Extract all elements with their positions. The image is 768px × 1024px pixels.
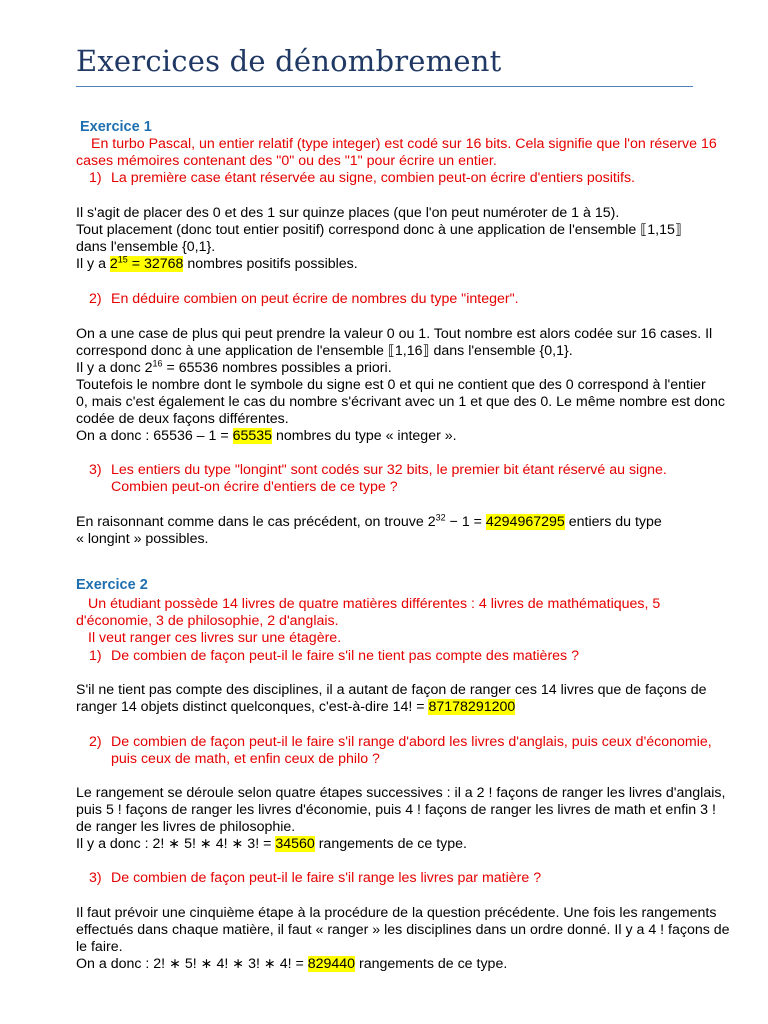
exercise-2-question-3: [89, 870, 541, 887]
ex2-answer-2-line-1: Le rangement se déroule selon quatre étapes successives : il a 2 ! façons de ranger les livres d'anglais,: [76, 785, 726, 801]
ex1-answer-3-line-2: « longint » possibles.: [76, 531, 209, 547]
question-number: 3): [89, 870, 102, 886]
title-underline: [76, 86, 693, 87]
highlighted-result: 829440: [307, 956, 356, 972]
highlighted-result: [110, 256, 184, 272]
ex2-answer-2-line-2: puis 5 ! façons de ranger les livres d'économie, puis 4 ! façons de ranger les livres de math et enfin 3 !: [76, 802, 716, 818]
ex1-answer-1-line-4: [76, 256, 358, 273]
ex1-answer-2-line-2: correspond donc à une application de l'ensemble ⟦1,16⟧ dans l'ensemble {0,1}.: [76, 343, 573, 359]
ex1-answer-2-line-7: [76, 428, 457, 445]
question-text: La première case étant réservée au signe, combien peut-on écrire d'entiers positifs.: [111, 170, 635, 186]
answer-text: = 65536 nombres possibles a priori.: [162, 360, 392, 376]
ex1-answer-1-line-1: Il s'agit de placer des 0 et des 1 sur quinze places (que l'on peut numéroter de 1 à 15).: [76, 205, 620, 221]
ex1-answer-2-line-4: Toutefois le nombre dont le symbole du signe est 0 et qui ne contient que des 0 correspond à l'entier: [76, 377, 706, 393]
ex2-answer-2-line-3: de ranger les livres de philosophie.: [76, 819, 296, 835]
question-text: De combien de façon peut-il le faire s'il ne tient pas compte des matières ?: [111, 648, 579, 664]
answer-text: − 1 =: [445, 514, 486, 530]
ex2-answer-1-line-2: [76, 699, 515, 716]
question-text: De combien de façon peut-il le faire s'il range d'abord les livres d'anglais, puis ceux d'économie,: [111, 734, 712, 750]
ex2-answer-1-line-1: S'il ne tient pas compte des disciplines, il a autant de façon de ranger ces 14 livres que de façons de: [76, 682, 707, 698]
ex1-answer-3-line-1: [76, 514, 662, 531]
ex2-answer-3-line-4: [76, 956, 507, 973]
question-number: 1): [89, 648, 102, 664]
exercise-1-intro-line-2: cases mémoires contenant des "0" ou des "1" pour écrire un entier.: [76, 153, 497, 169]
page-title: Exercices de dénombrement: [76, 44, 502, 78]
exercise-1-heading: Exercice 1: [80, 119, 152, 135]
answer-text: On a donc : 65536 – 1 =: [76, 428, 233, 444]
power-exponent: 16: [152, 358, 163, 369]
highlighted-result: 87178291200: [428, 699, 516, 715]
answer-text: ranger 14 objets distinct quelconques, c'est-à-dire 14! =: [76, 699, 429, 715]
power-exponent: 32: [435, 512, 446, 523]
answer-text: Il y a donc : 2! ∗ 5! ∗ 4! ∗ 3! =: [76, 836, 276, 852]
exercise-2-intro-line-1: Un étudiant possède 14 livres de quatre matières différentes : 4 livres de mathématiques, 5: [88, 596, 661, 612]
answer-text: rangements de ce type.: [355, 956, 508, 972]
answer-text: entiers du type: [564, 514, 662, 530]
answer-text: rangements de ce type.: [314, 836, 467, 852]
question-text: Les entiers du type "longint" sont codés sur 32 bits, le premier bit étant réservé au signe.: [111, 462, 667, 478]
exercise-2-question-1: [89, 648, 579, 665]
question-number: 3): [89, 462, 102, 478]
exercise-2-intro-line-3: Il veut ranger ces livres sur une étagère.: [88, 630, 342, 646]
exercise-2-intro-line-2: d'économie, 3 de philosophie, 2 d'anglais.: [76, 613, 339, 629]
ex2-answer-3-line-3: le faire.: [76, 939, 123, 955]
ex2-answer-2-line-4: [76, 836, 467, 853]
question-number: 2): [89, 734, 102, 750]
answer-text: En raisonnant comme dans le cas précédent, on trouve 2: [76, 514, 436, 530]
highlighted-result: 65535: [232, 428, 273, 444]
ex1-answer-2-line-5: 0, mais c'est également le cas du nombre s'écrivant avec un 1 et que des 0. Le même nombre est donc: [76, 394, 725, 410]
exercise-2-heading: Exercice 2: [76, 577, 148, 593]
answer-text: nombres positifs possibles.: [183, 256, 358, 272]
answer-text: On a donc : 2! ∗ 5! ∗ 4! ∗ 3! ∗ 4! =: [76, 956, 308, 972]
answer-text: nombres du type « integer ».: [272, 428, 457, 444]
question-text: En déduire combien on peut écrire de nombres du type "integer".: [111, 291, 519, 307]
exercise-2-question-2-line-2: puis ceux de math, et enfin ceux de philo ?: [111, 751, 380, 767]
highlighted-result: 4294967295: [485, 514, 565, 530]
exercise-2-question-2-line-1: [89, 734, 712, 751]
question-number: 2): [89, 291, 102, 307]
ex2-answer-3-line-2: effectués dans chaque matière, il faut « ranger » les disciplines dans un ordre donné. Il y a 4 ! façons de: [76, 922, 730, 938]
ex2-answer-3-line-1: Il faut prévoir une cinquième étape à la procédure de la question précédente. Une fois les rangements: [76, 905, 717, 921]
exercise-1-question-3-line-2: Combien peut-on écrire d'entiers de ce type ?: [111, 479, 398, 495]
power-exponent: 15: [117, 254, 128, 265]
ex1-answer-2-line-6: codée de deux façons différentes.: [76, 411, 289, 427]
question-number: 1): [89, 170, 102, 186]
exercise-1-question-1: [89, 170, 635, 187]
answer-text: Il y a: [76, 256, 110, 272]
highlighted-result: 34560: [275, 836, 315, 852]
exercise-1-question-3-line-1: [89, 462, 667, 479]
ex1-answer-2-line-3: [76, 360, 392, 377]
exercise-1-intro-line-1: En turbo Pascal, un entier relatif (type integer) est codé sur 16 bits. Cela signifie que l'on réserve 16: [91, 136, 717, 152]
power-value: = 32768: [127, 256, 184, 272]
answer-text: Il y a donc 2: [76, 360, 153, 376]
ex1-answer-1-line-3: dans l'ensemble {0,1}.: [76, 239, 216, 255]
ex1-answer-1-line-2: Tout placement (donc tout entier positif) correspond donc à une application de l'ensemble ⟦1,15⟧: [76, 222, 682, 238]
power-base: 2: [109, 256, 118, 272]
exercise-1-question-2: [89, 291, 519, 308]
question-text: De combien de façon peut-il le faire s'il range les livres par matière ?: [111, 870, 542, 886]
ex1-answer-2-line-1: On a une case de plus qui peut prendre la valeur 0 ou 1. Tout nombre est alors codée sur 16 cases. Il: [76, 326, 713, 342]
